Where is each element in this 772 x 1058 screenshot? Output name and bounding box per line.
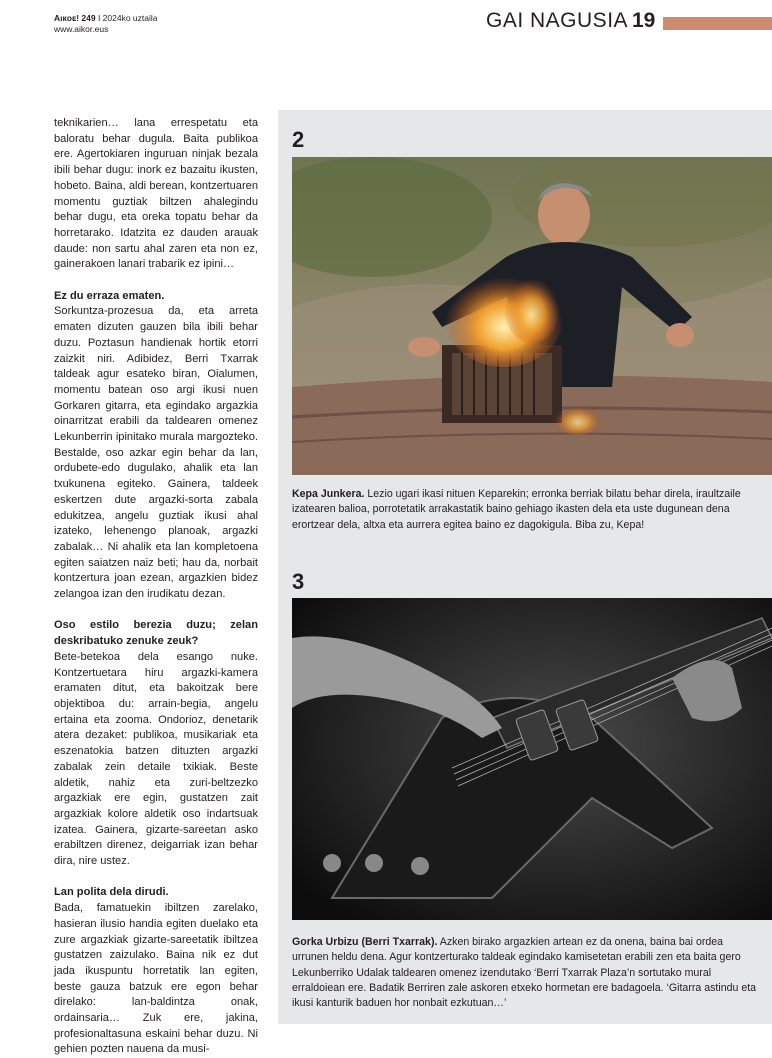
guitar-image	[292, 598, 772, 920]
photo-kepa-junkera	[292, 157, 772, 475]
issue-date: I 2024ko uztaila	[97, 13, 158, 23]
caption-3-name: Gorka Urbizu (Berri Txarrak).	[292, 936, 438, 948]
accordion-fire-image	[292, 157, 772, 475]
question-2: Oso estilo berezia duzu; zelan deskribatuko zenuke zeuk?	[54, 619, 258, 648]
website-link[interactable]: www.aikor.eus	[54, 24, 109, 34]
intro-paragraph: teknikarien… lana errespetatu eta baloratu behar dugula. Baita publikoa ere. Agertokiaren inguruan ninjak bezala ibili behar dugu: inork ez bazaitu ikusten, hobeto. Baina, aldi berean, kontzertuaren momentu guztiak biltzen ahalegindu behar dugu, eta oreka topatu behar da horretarako. Idatzita ez dauden arauak daude: non sartu ahal zaren eta non ez, gainerakoen lanari trabarik ez ipini…	[54, 117, 258, 271]
header-accent-bar	[663, 17, 772, 30]
section-title: GAI NAGUSIA	[486, 9, 629, 32]
answer-3: Bada, famatuekin ibiltzen zarelako, hasieran ilusio handia egiten duelako eta zure argazkiak gizarte-sareetatik ibiltzea gustatzen zaizulako. Baina nik ez dut jada ikuspuntu horretatik lan egiten, beste gauza batzuk ere egon behar direlako: lan-baldintza onak, ordainsaria… Zuk ere, jakina, profesionaltasuna eskaini behar duzu. Ni gehien pozten nauena da musi-	[54, 902, 258, 1056]
answer-1: Sorkuntza-prozesua da, eta arreta ematen dizuten gauzen bila ibili behar duzu. Poztasun handienak hortik etorri zaizkit niri. Adibidez, Berri Txarrak taldeak agur esateko biran, Oialumen, momentu batean oso argi ikusi nuen Gorkaren gitarra, eta egindako argazkia oinarritzat erabili da taldearen omenez Lekunberrin ipinitako murala margozteko. Bestalde, oso azkar egin behar da lan, ordubete-edo dugulako, ahalik eta lan txukunena egiteko. Gainera, taldeek eskertzen dute argazki-sorta zabala edukitzea, angelu guztiak ikusi ahal izateko, lehenengo planoak, argazki zabalak… Ni ahalik eta lan kompletoena egiten saiatzen naiz beti; hau da, norbait kontzertura joan ezean, argazkien bidez zelangoa izan den irudikatu dezan.	[54, 305, 258, 601]
caption-2-text: Lezio ugari ikasi nituen Keparekin; erronka berriak bilatu behar direla, iraultzaile izatearen balioa, porrotetatik arrakastatik baino gehiago ikasten dela eta uste dugunean dena erortzear dela, altxa eta aurrera egitea baino ez dagokigula. Biba zu, Kepa!	[292, 488, 741, 531]
photo-number-2: 2	[292, 127, 305, 152]
caption-photo-2	[292, 487, 758, 533]
caption-photo-3	[292, 935, 758, 1011]
magazine-name: Aıкoᴇ! 249	[54, 13, 96, 23]
caption-3-text: Azken birako argazkien artean ez da onena, baina bai ordea urrunen heldu dena. Agur kontzerturako taldeak egindako kamisetetan erabili zen eta baita gero Lekunberriko Udalak taldearen omenez izendutako ‘Berri Txarrak Plaza’n sortutako mural erraldoiean ere. Badatik Berriren zale askoren etxeko hormetan ere badagoela. ‘Gitarra astindu eta ikusi kanturik baduen hor nonbait ezkutuan…’	[292, 936, 757, 1010]
article-column	[54, 116, 258, 1058]
answer-2: Bete-betekoa dela esango nuke. Kontzertuetara hiru argazki-kamera eramaten ditut, eta bakoitzak bere objektiboa du: arrain-begia, angelu ertaina eta zooma. Ondorioz, denetarik atera dezaket: publikoa, musikariak eta eszenatokia batzen dituzten argazki zabalak zein detaile txikiak. Beste aldetik, nahiz eta zuri-beltzezko argazkiak ere egin, gustatzen zait argazkiak kolore aldetik oso indartsuak izatea. Gainera, gizarte-sareetan asko erabiltzen direnez, deigarriak izan behar dira, nire ustez.	[54, 650, 258, 868]
photo-gorka-urbizu	[292, 598, 772, 920]
page-number: 19	[632, 9, 656, 32]
question-1: Ez du erraza ematen.	[54, 289, 165, 302]
question-3: Lan polita dela dirudi.	[54, 886, 169, 899]
photo-number-3: 3	[292, 569, 305, 594]
caption-2-name: Kepa Junkera.	[292, 488, 365, 500]
masthead	[54, 13, 158, 35]
